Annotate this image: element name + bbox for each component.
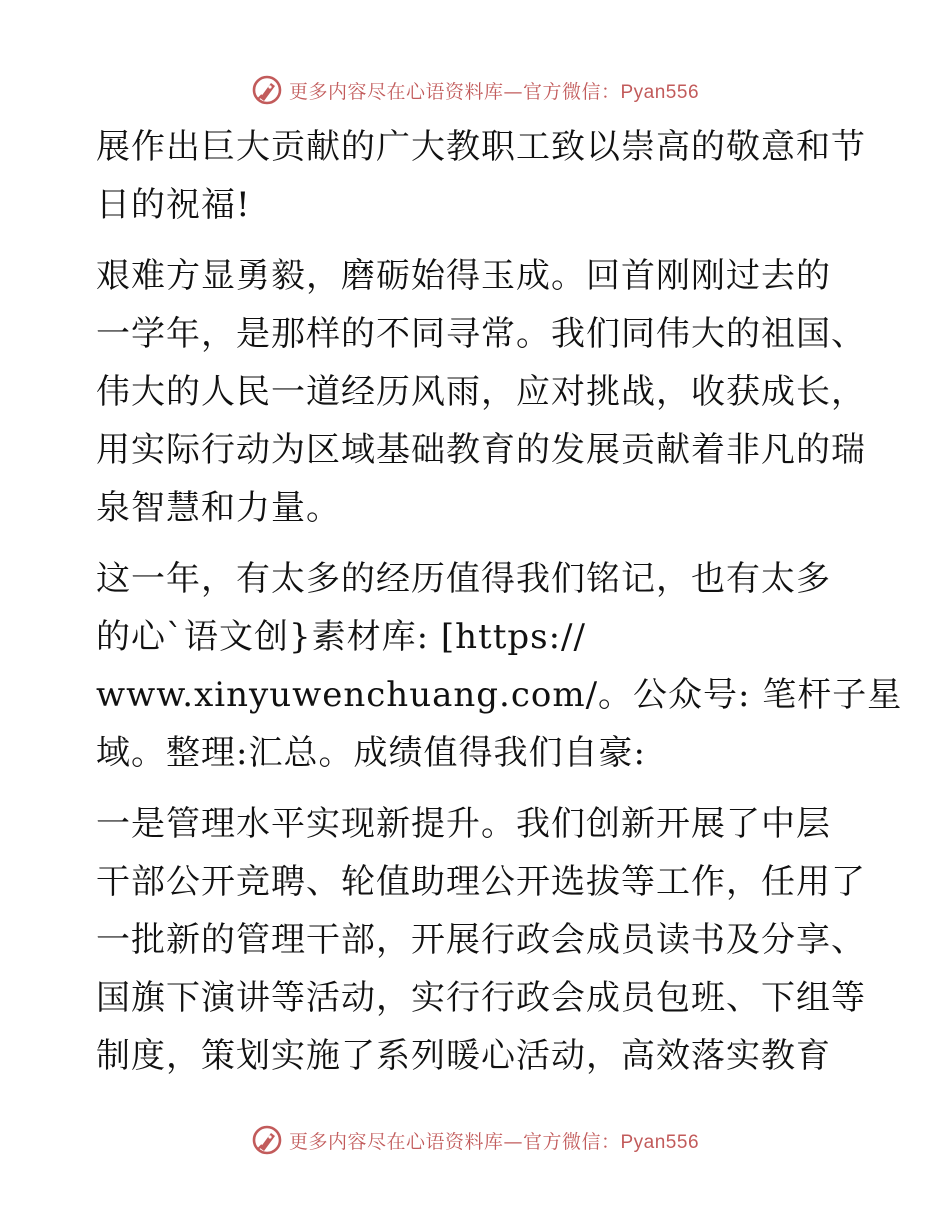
wechat-id: Pyan556 xyxy=(620,1131,700,1153)
paragraph xyxy=(96,795,866,1085)
wechat-id: Pyan556 xyxy=(620,81,700,103)
text-line: 展作出巨大贡献的广大教职工致以崇高的敬意和节 xyxy=(96,127,866,167)
text-line: 伟大的人民一道经历风雨，应对挑战，收获成长， xyxy=(96,372,866,412)
text-line: 一是管理水平实现新提升。我们创新开展了中层 xyxy=(96,804,831,844)
paragraph xyxy=(96,550,903,782)
document-body xyxy=(96,118,903,1098)
text-line: 的心`语文创}素材库: [https:// xyxy=(96,617,586,657)
text-line: www.xinyuwenchuang.com/。公众号: 笔杆子星 xyxy=(96,675,903,715)
text-line: 域。整理:汇总。成绩值得我们自豪: xyxy=(96,733,646,773)
text-line: 泉智慧和力量。 xyxy=(96,488,341,528)
text-line: 一批新的管理干部，开展行政会成员读书及分享、 xyxy=(96,920,866,960)
pen-nib-logo-icon xyxy=(251,74,283,106)
text-line: 艰难方显勇毅，磨砺始得玉成。回首刚刚过去的 xyxy=(96,256,831,296)
text-line: 干部公开竞聘、轮值助理公开选拔等工作，任用了 xyxy=(96,862,866,902)
header-banner xyxy=(0,70,950,110)
pen-nib-logo-icon xyxy=(251,1124,283,1156)
text-line: 国旗下演讲等活动，实行行政会成员包班、下组等 xyxy=(96,978,866,1018)
banner-text: 更多内容尽在心语资料库—官方微信： xyxy=(288,1130,621,1153)
text-line: 一学年，是那样的不同寻常。我们同伟大的祖国、 xyxy=(96,314,866,354)
text-line: 用实际行动为区域基础教育的发展贡献着非凡的瑞 xyxy=(96,430,866,470)
paragraph xyxy=(96,118,866,234)
paragraph xyxy=(96,247,866,537)
text-line: 日的祝福! xyxy=(96,185,251,225)
banner-text: 更多内容尽在心语资料库—官方微信： xyxy=(288,80,621,103)
footer-banner xyxy=(0,1120,950,1160)
text-line: 制度，策划实施了系列暖心活动，高效落实教育 xyxy=(96,1036,831,1076)
text-line: 这一年，有太多的经历值得我们铭记，也有太多 xyxy=(96,559,831,599)
